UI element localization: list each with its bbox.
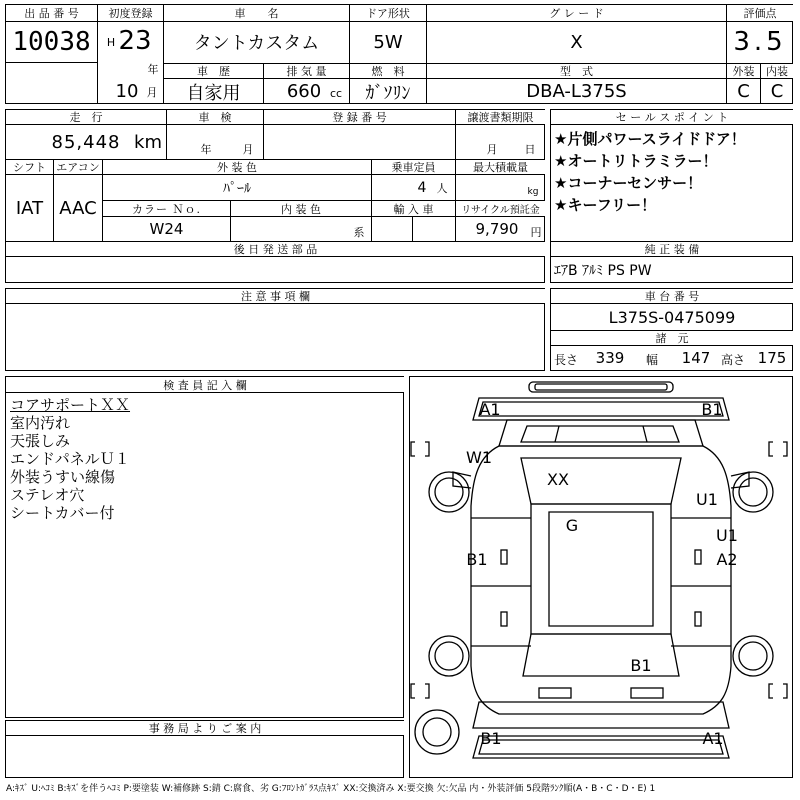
score-label: 評価点 bbox=[727, 5, 793, 21]
capacity-label: 乗車定員 bbox=[372, 160, 455, 174]
transfer-day-unit: 日 bbox=[524, 143, 536, 156]
inspector-notes-list bbox=[10, 396, 400, 522]
history: 自家用 bbox=[186, 82, 241, 104]
color-number: W24 bbox=[149, 220, 184, 238]
damage-mark: B1 bbox=[480, 728, 502, 748]
damage-mark: G bbox=[565, 515, 579, 535]
damage-mark: A1 bbox=[479, 399, 501, 419]
displacement-unit: cc bbox=[329, 86, 343, 100]
displacement: 660 bbox=[286, 81, 322, 102]
inspection-label: 車 検 bbox=[167, 110, 263, 124]
door-type: 5W bbox=[373, 31, 403, 53]
era-prefix: H bbox=[106, 35, 116, 49]
mileage-label: 走 行 bbox=[6, 110, 166, 124]
inspector-note: 外装うすい線傷 bbox=[10, 468, 116, 486]
width-label: 幅 bbox=[645, 352, 658, 367]
transfer-deadline-label: 譲渡書類期限 bbox=[456, 110, 545, 124]
shift: IAT bbox=[15, 197, 44, 219]
score: 3.5 bbox=[733, 27, 787, 57]
inspector-note: エンドパネルＵ１ bbox=[10, 450, 130, 468]
import-car-label: 輸 入 車 bbox=[372, 201, 455, 216]
car-name-label: 車 名 bbox=[164, 5, 349, 21]
damage-mark: U1 bbox=[696, 489, 718, 509]
first-registration-label: 初度登録 bbox=[98, 5, 163, 21]
model: DBA-L375S bbox=[526, 81, 627, 102]
year-unit: 年 bbox=[147, 63, 159, 76]
damage-mark: XX bbox=[547, 469, 569, 489]
model-label: 型 式 bbox=[427, 64, 726, 78]
dimensions-label: 諸 元 bbox=[551, 331, 793, 345]
interior-color-unit: 系 bbox=[353, 226, 365, 239]
displacement-label: 排 気 量 bbox=[264, 64, 349, 78]
inspector-note: ステレオ穴 bbox=[10, 486, 85, 504]
fuel-label: 燃 料 bbox=[350, 64, 426, 78]
office-notice-label: 事 務 局 よ り ご 案 内 bbox=[6, 721, 404, 735]
exterior-color: ﾊﾟｰﾙ bbox=[223, 180, 251, 197]
damage-mark: B1 bbox=[630, 655, 652, 675]
sales-point: ★片側パワースライドドア！ bbox=[554, 130, 746, 148]
exterior-color-label: 外 装 色 bbox=[103, 160, 371, 174]
damage-mark: A2 bbox=[716, 549, 738, 569]
recycle-deposit-label: リサイクル預託金 bbox=[456, 201, 545, 216]
chassis-number: L375S-0475099 bbox=[608, 307, 736, 327]
recycle-deposit-unit: 円 bbox=[530, 226, 542, 239]
damage-mark: W1 bbox=[466, 447, 492, 467]
notes-label: 注 意 事 項 欄 bbox=[6, 289, 545, 303]
mileage: 85,448 bbox=[51, 131, 121, 153]
shift-label: シフト bbox=[6, 160, 53, 174]
sales-point: ★キーフリー！ bbox=[554, 196, 657, 214]
recycle-deposit: 9,790 bbox=[475, 220, 519, 238]
history-label: 車 歴 bbox=[164, 64, 263, 78]
fuel: ｶﾞｿﾘﾝ bbox=[365, 82, 411, 104]
inspection-month-unit: 月 bbox=[242, 143, 254, 156]
lot-number-label: 出 品 番 号 bbox=[6, 5, 97, 21]
sales-point: ★オートリトラミラー！ bbox=[554, 152, 718, 170]
later-parts-label: 後 日 発 送 部 品 bbox=[6, 242, 545, 256]
length-label: 長さ bbox=[554, 352, 579, 367]
factory-equipment: ｴｱB ｱﾙﾐ PS PW bbox=[554, 263, 652, 279]
lot-number: 10038 bbox=[12, 27, 91, 57]
max-load-label: 最大積載量 bbox=[456, 160, 545, 174]
height-label: 高さ bbox=[720, 352, 745, 367]
grade-label: グ レ ー ド bbox=[427, 5, 726, 21]
first-registration-month: 10 bbox=[115, 80, 139, 102]
sales-point-list bbox=[554, 128, 790, 216]
sales-point: ★コーナーセンサー！ bbox=[554, 174, 703, 192]
damage-mark: A1 bbox=[702, 728, 724, 748]
car-name: タントカスタム bbox=[193, 33, 320, 54]
inspector-notes-label: 検 査 員 記 入 欄 bbox=[6, 377, 404, 392]
factory-equipment-label: 純 正 装 備 bbox=[551, 242, 793, 256]
interior-color-label: 内 装 色 bbox=[231, 201, 371, 216]
aircon: AAC bbox=[59, 197, 97, 219]
height: 175 bbox=[757, 349, 787, 367]
legend: A:ｷｽﾞ U:ﾍｺﾐ B:ｷｽﾞを伴うﾍｺﾐ P:要塗装 W:補修跡 S:錆 C:腐食、劣 G:ﾌﾛﾝﾄｶﾞﾗｽ点ｷｽﾞ XX:交換済み X:要交換 欠:欠品 内・外装評価 5段階ﾗﾝｸ順(A・B・C・D・E) 1 bbox=[6, 784, 656, 794]
chassis-number-label: 車 台 番 号 bbox=[551, 289, 793, 303]
aircon-label: エアコン bbox=[54, 160, 102, 174]
width: 147 bbox=[681, 349, 711, 367]
transfer-month-unit: 月 bbox=[486, 143, 498, 156]
capacity-unit: 人 bbox=[436, 182, 448, 195]
sales-point-label: セ ー ル ス ポ イ ン ト bbox=[551, 110, 793, 124]
capacity: 4 bbox=[417, 180, 427, 196]
max-load-unit: kg bbox=[527, 187, 539, 197]
color-number-label: カラー Ｎｏ. bbox=[103, 201, 230, 216]
length: 339 bbox=[595, 349, 625, 367]
interior-label: 内装 bbox=[761, 64, 793, 78]
month-unit: 月 bbox=[146, 86, 158, 99]
registration-number-label: 登 録 番 号 bbox=[264, 110, 455, 124]
exterior-label: 外装 bbox=[727, 64, 760, 78]
inspector-note: コアサポートＸＸ bbox=[10, 396, 131, 414]
inspection-year-unit: 年 bbox=[200, 143, 212, 156]
mileage-unit: km bbox=[134, 131, 162, 153]
grade: X bbox=[570, 31, 583, 53]
inspector-note: 天張しみ bbox=[10, 432, 71, 450]
damage-mark: B1 bbox=[701, 399, 723, 419]
first-registration-year: 23 bbox=[118, 26, 152, 56]
exterior-grade: C bbox=[737, 81, 750, 102]
damage-mark: U1 bbox=[716, 525, 738, 545]
interior-grade: C bbox=[770, 81, 784, 102]
damage-mark: B1 bbox=[466, 549, 488, 569]
car-body-diagram bbox=[409, 376, 793, 778]
door-type-label: ドア形状 bbox=[350, 5, 426, 21]
inspector-note: 室内汚れ bbox=[10, 414, 71, 432]
inspector-note: シートカバー付 bbox=[10, 504, 115, 522]
